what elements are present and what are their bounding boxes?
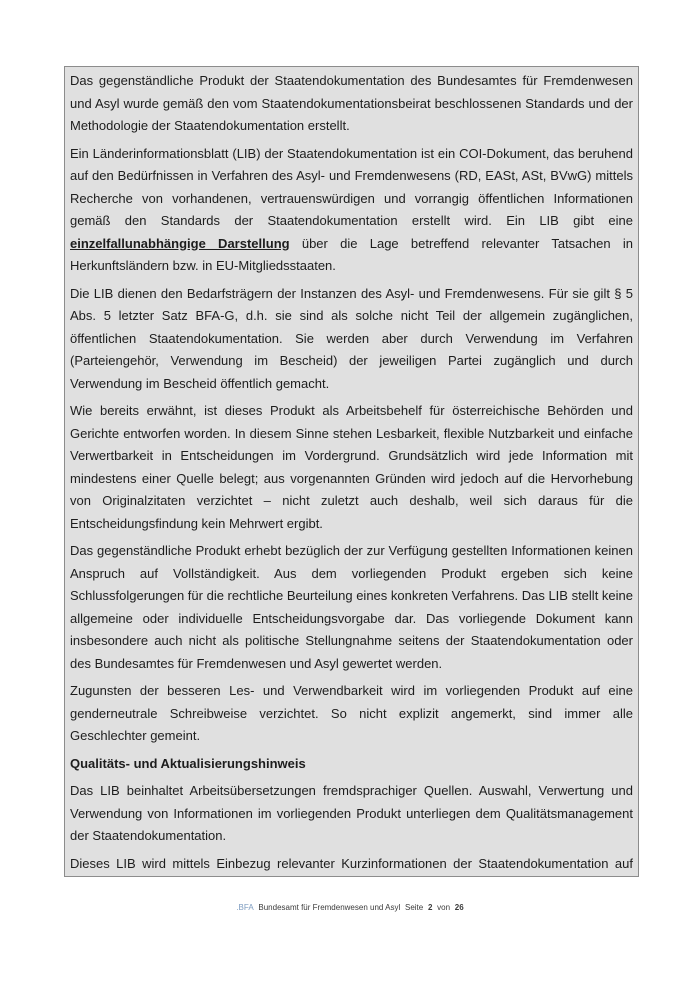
section-heading-qualitaet: Qualitäts- und Aktualisierungshinweis (70, 755, 306, 771)
paragraph-text: Ein Länderinformationsblatt (LIB) der Staatendokumentation ist ein COI-Dokument, das beruhend auf den Bedürfnissen in Verfahren des Asyl- und Fremdenwesens (RD, EASt, ASt, BVwG) mittels Recherche von vorhandenen, vertrauenswürdigen und vorrangig öffentlichen Informationen gemäß den Standards der Staatendokumentation erstellt wird. Ein LIB gibt eine (70, 145, 633, 228)
paragraph-product-standards: Das gegenständliche Produkt der Staatendokumentation des Bundesamtes für Fremdenwesen und Asyl wurde gemäß den vom Staatendokumentationsbeirat beschlossenen Standards und der Methodologie der Staatendokumentation erstellt. (70, 73, 633, 133)
shaded-text-block (64, 66, 639, 877)
paragraph-lib-definition (70, 143, 633, 278)
paragraph-gender-hinweis: Zugunsten der besseren Les- und Verwendbarkeit wird im vorliegenden Produkt auf eine genderneutrale Schreibweise verzichtet. So nicht explizit angemerkt, sind immer alle Geschlechter gemeint. (70, 683, 633, 743)
footer-page-label: Seite (404, 903, 424, 912)
paragraph-text: über die Lage betreffend relevanter Tatsachen in Herkunftsländern bzw. in EU-Mitgliedsstaaten. (70, 235, 633, 273)
paragraph-arbeitsuebersetzungen: Das LIB beinhaltet Arbeitsübersetzungen fremdsprachiger Quellen. Auswahl, Verwertung und Verwendung von Informationen im vorliegenden Produkt unterliegen dem Qualitätsmanagement der Staatendokumentation. (70, 783, 633, 843)
bfa-logo: .BFA (236, 903, 254, 912)
paragraph-vollstaendigkeit: Das gegenständliche Produkt erhebt bezüglich der zur Verfügung gestellten Informationen keinen Anspruch auf Vollständigkeit. Aus dem vorliegenden Produkt ergeben sich keine Schlussfolgerungen für die rechtliche Beurteilung eines konkreten Verfahrens. Das LIB stellt keine allgemeine oder individuelle Entscheidungsvorgabe dar. Das vorliegende Dokument kann insbesondere auch nicht als politische Stellungnahme seitens der Staatendokumentation oder des Bundesamtes für Fremdenwesen und Asyl gewertet werden. (70, 543, 633, 671)
paragraph-kurzinformationen-cutoff: Dieses LIB wird mittels Einbezug relevanter Kurzinformationen der Staatendokumentation auf (70, 855, 633, 871)
paragraph-arbeitsbehelf: Wie bereits erwähnt, ist dieses Produkt als Arbeitsbehelf für österreichische Behörden und Gerichte entworfen worden. In diesem Sinne stehen Lesbarkeit, flexible Nutzbarkeit und einfache Verwertbarkeit in Entscheidungen im Vordergrund. Grundsätzlich wird jede Information mit mindestens einer Quelle belegt; aus vorgenannten Gründen wird jedoch auf die Hervorhebung von Originalzitaten verzichtet – nicht zuletzt auch deshalb, weil sich daraus für die Entscheidungsfindung kein Mehrwert ergibt. (70, 403, 633, 531)
emphasized-phrase: einzelfallunabhängige Darstellung (70, 235, 290, 251)
footer-page-total: 26 (454, 903, 464, 912)
page-footer (0, 902, 700, 913)
footer-of-word: von (437, 903, 451, 912)
footer-page-current: 2 (427, 903, 433, 912)
paragraph-bedarfstraeger: Die LIB dienen den Bedarfsträgern der Instanzen des Asyl- und Fremdenwesens. Für sie gilt § 5 Abs. 5 letzter Satz BFA-G, d.h. sie sind als solche nicht Teil der allgemein zugänglichen, öffentlichen Staatendokumentation. Sie werden aber durch Verwendung im Verfahren (Parteiengehör, Verwendung im Bescheid) der jeweiligen Partei zugänglich und durch Verwendung im Bescheid öffentlich gemacht. (70, 285, 633, 391)
footer-org-name: Bundesamt für Fremdenwesen und Asyl (258, 903, 401, 912)
